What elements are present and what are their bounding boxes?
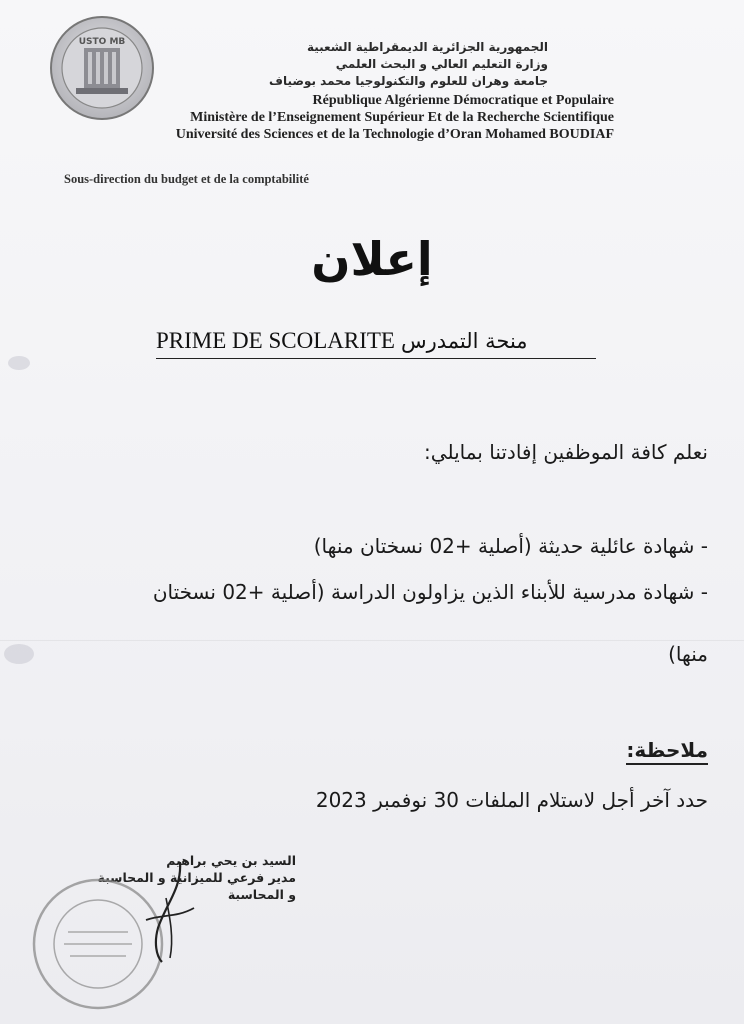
seal-logo-text: USTO MB [78, 37, 126, 47]
note-label: ملاحظة: [626, 738, 708, 765]
body-item-2: - شهادة مدرسية للأبناء الذين يزاولون الدراسة (أصلية +02 نسختان [152, 580, 708, 604]
header-ar-line-2: وزارة التعليم العالي و البحث العلمي [335, 57, 548, 71]
subject-fr: PRIME DE SCOLARITE [156, 328, 395, 353]
header-fr-line-2: Ministère de l’Enseignement Supérieur Et de la Recherche Scientifique [190, 110, 614, 125]
signatory-name: السيد بن يحي براهيم [166, 853, 296, 868]
header-ar-line-1: الجمهورية الجزائرية الديمقراطية الشعبية [306, 40, 548, 54]
announcement-title: إعلان [311, 232, 433, 286]
paper-speck [8, 356, 30, 370]
header-fr-line-1: République Algérienne Démocratique et Populaire [312, 93, 614, 108]
paper-fold [0, 640, 744, 641]
signatory-title: مدير فرعي للميزانية و المحاسبة [97, 870, 296, 885]
subject-line [156, 328, 596, 359]
note-text: حدد آخر أجل لاستلام الملفات 30 نوفمبر 2023 [315, 788, 708, 812]
signatory-title-cont: و المحاسبة [227, 887, 296, 902]
body-intro: نعلم كافة الموظفين إفادتنا بمايلي: [424, 440, 708, 464]
header-fr-line-3: Université des Sciences et de la Technologie d’Oran Mohamed BOUDIAF [175, 127, 614, 142]
handwritten-signature-icon [136, 858, 206, 968]
paper-speck [4, 644, 34, 664]
header-ar-line-3: جامعة وهران للعلوم والتكنولوجيا محمد بوضياف [269, 74, 548, 88]
body-item-2-cont: منها) [668, 642, 708, 666]
sub-direction-label: Sous-direction du budget et de la comptabilité [64, 172, 309, 186]
subject-ar: منحة التمدرس [400, 329, 528, 353]
body-item-1: - شهادة عائلية حديثة (أصلية +02 نسختان منها) [313, 534, 708, 558]
